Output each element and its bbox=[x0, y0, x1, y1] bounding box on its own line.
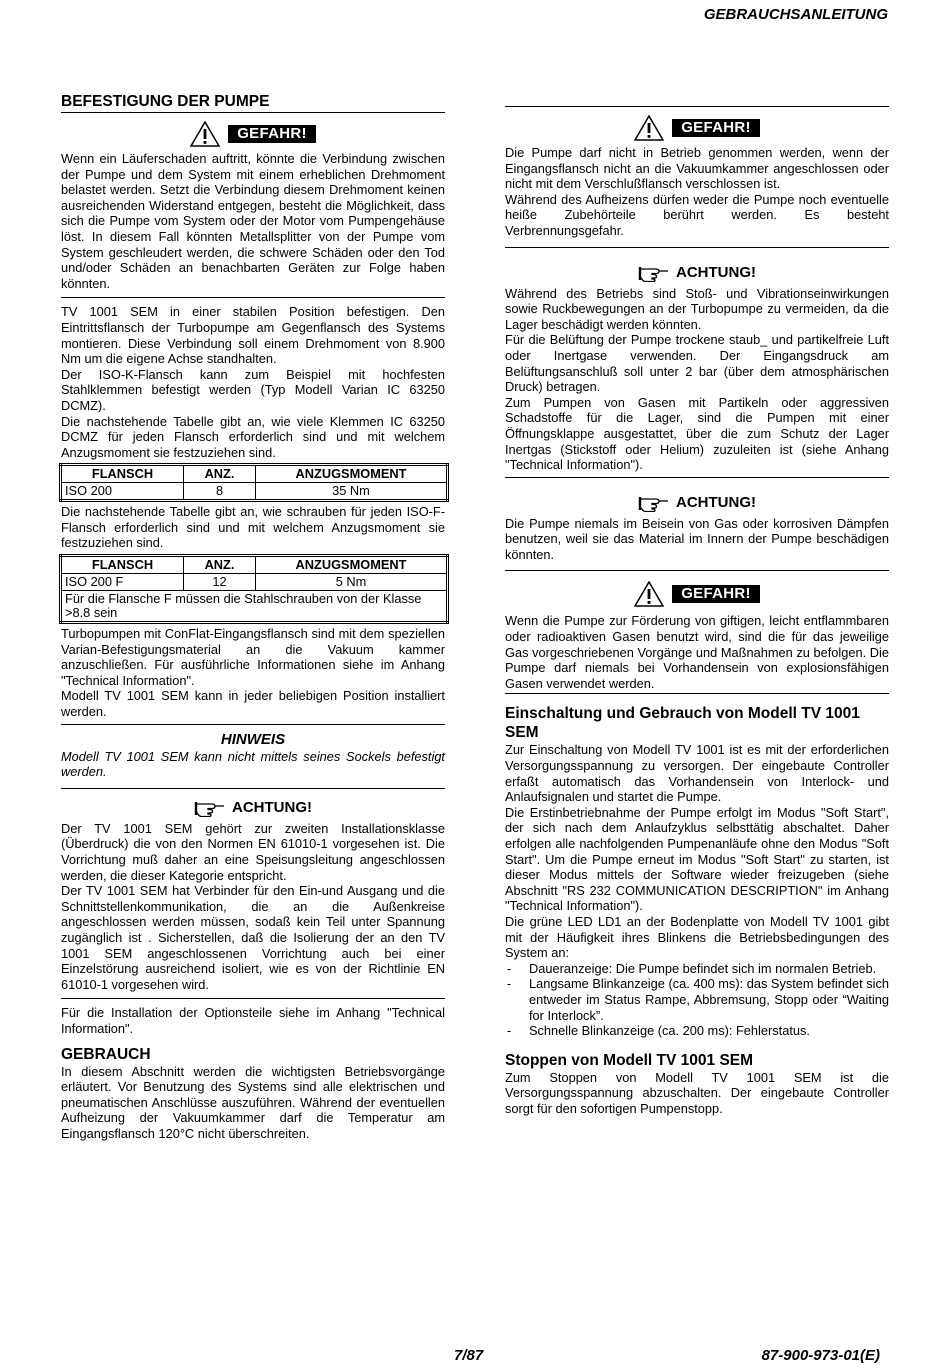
divider bbox=[505, 477, 889, 480]
paragraph: Die grüne LED LD1 an der Bodenplatte von Modell TV 1001 gibt mit der Häufigkeit ihres Blinkens die Betriebsbedingungen des System an: bbox=[505, 913, 889, 961]
warning-triangle-icon bbox=[190, 121, 220, 147]
table-cell: ISO 200 F bbox=[61, 574, 184, 591]
table-header: FLANSCH bbox=[61, 556, 184, 574]
achtung-banner bbox=[505, 492, 889, 514]
paragraph: Der TV 1001 SEM gehört zur zweiten Installationsklasse (Überdruck) die von den Normen EN 61010-1 vorgesehen ist. Die Vorrichtung muß daher an eine Speisungsleitung angeschlossen werden, die dieser Kategorie entspricht. bbox=[61, 820, 445, 883]
pointing-hand-icon bbox=[638, 264, 670, 282]
stoppen-title: Stoppen von Modell TV 1001 SEM bbox=[505, 1051, 754, 1069]
divider bbox=[505, 570, 889, 573]
paragraph: Während des Betriebs sind Stoß- und Vibrationseinwirkungen sowie Ruckbewegungen an der Turbopumpe zu vermeiden, da die Lager beschädigt werden könnten. bbox=[505, 285, 889, 332]
gebrauch-title: GEBRAUCH bbox=[61, 1045, 151, 1063]
achtung-label: ACHTUNG! bbox=[676, 263, 756, 281]
led-status-list bbox=[505, 961, 889, 1039]
paragraph: Die Pumpe niemals im Beisein von Gas oder korrosiven Dämpfen benutzen, weil sie das Material im Innern der Pumpe beschädigen könnten. bbox=[505, 515, 889, 562]
clamp-table bbox=[59, 463, 449, 502]
achtung-label: ACHTUNG! bbox=[676, 493, 756, 511]
divider bbox=[505, 247, 889, 250]
paragraph: Modell TV 1001 SEM kann in jeder beliebigen Position installiert werden. bbox=[61, 688, 445, 720]
achtung-banner bbox=[61, 797, 445, 819]
paragraph: Zum Pumpen von Gasen mit Partikeln oder aggressiven Schadstoffe für die Lager, sind die Pumpen mit einer Öffnungsklappe ausgestattet, über die zum Schutz der Lager Inertgas (Stickstoff oder Helium) zuzuleiten ist (siehe Anhang "Technical Information"). bbox=[505, 394, 889, 473]
gefahr-banner bbox=[505, 581, 889, 607]
einschaltung-title: Einschaltung und Gebrauch von Modell TV 1001 SEM bbox=[505, 705, 860, 742]
table-row bbox=[61, 483, 448, 501]
right-column bbox=[505, 106, 889, 1117]
table-cell: ISO 200 bbox=[61, 483, 184, 501]
divider bbox=[505, 106, 889, 107]
gefahr-label: GEFAHR! bbox=[672, 119, 760, 137]
gefahr-banner bbox=[505, 115, 889, 141]
pointing-hand-icon bbox=[638, 494, 670, 512]
paragraph: Für die Installation der Optionsteile siehe im Anhang "Technical Information". bbox=[61, 1005, 445, 1036]
warning-triangle-icon bbox=[634, 115, 664, 141]
divider bbox=[505, 693, 889, 694]
achtung-label: ACHTUNG! bbox=[232, 799, 312, 817]
warning-triangle-icon bbox=[634, 581, 664, 607]
table-row bbox=[61, 574, 448, 591]
gefahr-label: GEFAHR! bbox=[228, 125, 316, 143]
table-header: FLANSCH bbox=[61, 465, 184, 483]
paragraph: Die Erstinbetriebnahme der Pumpe erfolgt im Modus "Soft Start", der sich nach dem Anlaufzyklus selbsttätig abschaltet. Daher erfolgen alle nachfolgenden Pumpenanläufe ohne den Modus "Soft Start". Um die Pumpe erneut im Modus "Soft Start" zu starten, ist dieser Modus mittels der Software wieder freizugeben (siehe Abschnitt "RS 232 COMMUNICATION DESCRIPTION" im Anhang "Technical Information"). bbox=[505, 804, 889, 914]
paragraph: In diesem Abschnitt werden die wichtigsten Betriebsvorgänge erläutert. Vor Benutzung des Systems sind alle elektrischen und pneumatischen Anschlüsse auszuführen. Während der eventuellen Aufheizung der Vakuumkammer darf die Temperatur am Eingangsflansch 120°C nicht überschreiten. bbox=[61, 1063, 445, 1141]
pointing-hand-icon bbox=[194, 799, 226, 817]
table-note: Für die Flansche F müssen die Stahlschrauben von der Klasse >8.8 sein bbox=[61, 591, 448, 623]
header-title: GEBRAUCHSANLEITUNG bbox=[703, 6, 888, 23]
table-header: ANZ. bbox=[184, 465, 256, 483]
list-item: - Daueranzeige: Die Pumpe befindet sich im normalen Betrieb. bbox=[505, 961, 889, 977]
paragraph: Der ISO-K-Flansch kann zum Beispiel mit hochfesten Stahlklemmen befestigt werden (Typ Modell Varian IC 63250 DCMZ). bbox=[61, 366, 445, 413]
section-title: BEFESTIGUNG DER PUMPE bbox=[61, 93, 445, 113]
paragraph: Während des Aufheizens dürfen weder die Pumpe noch eventuelle heiße Zubehörteile berührt werden. Es besteht Verbrennungsgefahr. bbox=[505, 191, 889, 238]
screw-table bbox=[59, 554, 449, 624]
paragraph: Die nachstehende Tabelle gibt an, wie viele Klemmen IC 63250 DCMZ für jeden Flansch erforderlich sind und mit welchem Anzugsmoment sie festzuziehen sind. bbox=[61, 413, 445, 460]
divider bbox=[61, 724, 445, 727]
table-header: ANZUGSMOMENT bbox=[256, 556, 448, 574]
paragraph: Zum Stoppen von Modell TV 1001 SEM ist die Versorgungsspannung abzuschalten. Der eingebaute Controller sorgt für den sofortigen Pumpenstopp. bbox=[505, 1069, 889, 1116]
divider bbox=[61, 788, 445, 791]
divider bbox=[61, 998, 445, 999]
table-cell: 5 Nm bbox=[256, 574, 448, 591]
hinweis-title: HINWEIS bbox=[220, 730, 286, 748]
table-cell: 8 bbox=[184, 483, 256, 501]
left-column bbox=[61, 93, 445, 1142]
divider bbox=[61, 297, 445, 298]
list-item: - Schnelle Blinkanzeige (ca. 200 ms): Fehlerstatus. bbox=[505, 1023, 889, 1039]
page-number: 7/87 bbox=[454, 1347, 484, 1364]
gefahr-label: GEFAHR! bbox=[672, 585, 760, 603]
table-note-row bbox=[61, 591, 448, 623]
document-number: 87-900-973-01(E) bbox=[761, 1347, 880, 1364]
achtung-banner bbox=[505, 262, 889, 284]
table-cell: 35 Nm bbox=[256, 483, 448, 501]
gefahr-banner bbox=[61, 121, 445, 147]
paragraph: Für die Belüftung der Pumpe trockene staub_ und partikelfreie Luft oder Inertgase verwenden. Der Eingangsdruck am Belüftungsanschluß soll unter 2 bar (über dem atmosphärischen Druck) betragen. bbox=[505, 332, 889, 395]
paragraph: Wenn die Pumpe zur Förderung von giftigen, leicht entflammbaren oder radioaktiven Gasen benutzt wird, sind die für das jeweilige Gas vorgeschriebenen Vorgänge und Maßnahmen zu befolgen. Die Pumpe darf niemals bei Vorhandensein von explosionsfähigen Gasen verwendet werden. bbox=[505, 613, 889, 691]
paragraph: Zur Einschaltung von Modell TV 1001 ist es mit der erforderlichen Versorgungsspannung zu versorgen. Der eingebaute Controller erfaßt automatisch das Vorhandensein von Interlock- und Anlaufsignalen und startet die Pumpe. bbox=[505, 742, 889, 805]
table-cell: 12 bbox=[184, 574, 256, 591]
table-header: ANZUGSMOMENT bbox=[256, 465, 448, 483]
hinweis-text: Modell TV 1001 SEM kann nicht mittels seines Sockels befestigt werden. bbox=[61, 748, 445, 780]
list-item: - Langsame Blinkanzeige (ca. 400 ms): das System befindet sich entweder im Status Rampe, Abbremsung, Stopp oder “Waiting for Interlock”. bbox=[505, 976, 889, 1023]
paragraph: Die nachstehende Tabelle gibt an, wie schrauben für jeden ISO-F-Flansch erforderlich sind und mit welchem Anzugsmoment sie festzuziehen sind. bbox=[61, 504, 445, 551]
paragraph: Der TV 1001 SEM hat Verbinder für den Ein-und Ausgang und die Schnittstellenkommunikation, die an die Außenkreise angeschlossen werden müssen, sodaß kein Teil unter Spannung zugänglich ist . Sicherstellen, daß die Isolierung der an den TV 1001 SEM angeschlossenen Vorrichtung auch bei einer Einzelstörung ausreichend isoliert, wie es von der Richtlinie EN 61010-1 vorgesehen wird. bbox=[61, 883, 445, 992]
paragraph: Turbopumpen mit ConFlat-Eingangsflansch sind mit dem speziellen Varian-Befestigungsmaterial an die Vakuum kammer anzuschließen. Für ausführliche Informationen siehe im Anhang "Technical Information". bbox=[61, 626, 445, 688]
table-header: ANZ. bbox=[184, 556, 256, 574]
paragraph: TV 1001 SEM in einer stabilen Position befestigen. Den Eintrittsflansch der Turbopumpe am Gegenflansch des Systems montieren. Diese Verbindung soll einem Drehmoment von 8.900 Nm um die eigene Achse standhalten. bbox=[61, 304, 445, 367]
table-header-row bbox=[61, 556, 448, 574]
table-header-row bbox=[61, 465, 448, 483]
paragraph: Die Pumpe darf nicht in Betrieb genommen werden, wenn der Eingangsflansch nicht an die Vakuumkammer angeschlossen oder nicht mit dem Verschlußflansch verschlossen ist. bbox=[505, 145, 889, 192]
gefahr-text: Wenn ein Läuferschaden auftritt, könnte die Verbindung zwischen der Pumpe und dem System mit einem erheblichen Drehmoment belastet werden. Setzt die Verbindung diesem Drehmoment keinen ausreichenden Widerstand entgegen, besteht die Möglichkeit, dass sich die Pumpe vom System oder der Motor vom Pumpengehäuse löst. In diesem Fall könnten Metallsplitter von der Pumpe vom System geschleudert werden, die schwere Schäden oder den Tod und/oder Schäden an benachbarten Geräten zur Folge haben könnten. bbox=[61, 151, 445, 291]
